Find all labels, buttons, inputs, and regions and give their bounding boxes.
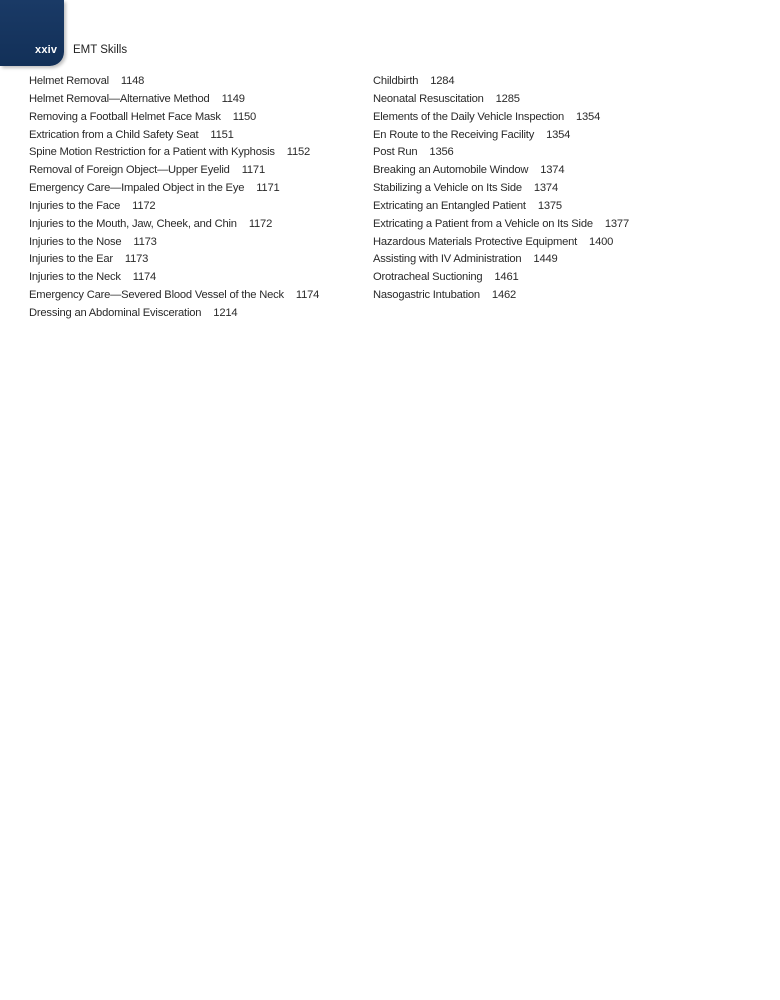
skill-title: Emergency Care—Severed Blood Vessel of the Neck	[29, 289, 284, 302]
skill-entry	[373, 144, 629, 162]
skill-title: En Route to the Receiving Facility	[373, 128, 535, 141]
skill-page-number: 1173	[124, 253, 149, 266]
skill-page-number: 1356	[429, 146, 454, 159]
skill-entry	[29, 251, 319, 269]
skill-entry	[29, 109, 319, 127]
skill-title: Elements of the Daily Vehicle Inspection	[373, 110, 564, 123]
skill-page-number: 1171	[256, 182, 280, 195]
skill-page-number: 1284	[430, 75, 455, 87]
skill-title: Neonatal Resuscitation	[373, 92, 484, 105]
skill-entry	[373, 180, 629, 198]
skill-page-number: 1174	[132, 271, 157, 284]
skill-page-number: 1152	[286, 146, 311, 159]
skill-page-number: 1285	[495, 92, 520, 105]
skill-title: Childbirth	[373, 75, 419, 87]
skills-list-right-column	[373, 73, 629, 305]
skill-entry	[373, 251, 629, 269]
skill-entry	[373, 234, 629, 252]
skill-title: Injuries to the Mouth, Jaw, Cheek, and Chin	[29, 217, 237, 230]
skill-title: Emergency Care—Impaled Object in the Eye	[29, 182, 245, 195]
skill-entry	[373, 269, 629, 287]
page-number: xxiv	[35, 44, 58, 56]
skill-entry	[29, 144, 319, 162]
skill-title: Removing a Football Helmet Face Mask	[29, 110, 221, 123]
running-head-title: EMT Skills	[73, 44, 128, 56]
skill-page-number: 1400	[589, 235, 614, 248]
skill-entry	[29, 162, 319, 180]
skill-title: Hazardous Materials Protective Equipment	[373, 235, 578, 248]
skill-entry	[373, 216, 629, 234]
skill-page-number: 1148	[120, 75, 145, 87]
skill-title: Injuries to the Neck	[29, 271, 121, 284]
skill-page-number: 1377	[604, 217, 629, 230]
skill-title: Assisting with IV Administration	[373, 253, 522, 266]
skill-entry	[29, 180, 319, 198]
skill-entry	[373, 109, 629, 127]
skill-page-number: 1375	[537, 199, 562, 212]
skill-page-number: 1172	[132, 199, 156, 212]
skill-entry	[29, 269, 319, 287]
skill-page-number: 1461	[494, 271, 519, 284]
skill-page-number: 1149	[221, 92, 245, 105]
skill-page-number: 1462	[491, 289, 517, 302]
page-number-tab	[0, 0, 64, 66]
skill-title: Nasogastric Intubation	[373, 289, 480, 302]
skill-page-number: 1172	[248, 217, 273, 230]
skill-page-number: 1354	[576, 110, 601, 123]
skill-title: Orotracheal Suctioning	[373, 271, 483, 284]
skill-entry	[373, 162, 629, 180]
skill-page-number: 1151	[210, 128, 234, 141]
skill-title: Injuries to the Face	[29, 199, 121, 212]
skill-entry	[373, 198, 629, 216]
skill-entry	[29, 73, 319, 91]
skill-page-number: 1374	[540, 164, 565, 177]
skill-title: Helmet Removal—Alternative Method	[29, 92, 210, 105]
skill-title: Dressing an Abdominal Evisceration	[29, 306, 202, 319]
skill-page-number: 1354	[546, 128, 571, 141]
skill-entry	[29, 216, 319, 234]
skill-title: Spine Motion Restriction for a Patient with Kyphosis	[29, 146, 275, 159]
skill-entry	[29, 91, 319, 109]
skill-entry	[373, 91, 629, 109]
skill-entry	[29, 234, 319, 252]
skill-title: Post Run	[373, 146, 418, 159]
skill-title: Removal of Foreign Object—Upper Eyelid	[29, 164, 230, 177]
skill-page-number: 1174	[295, 289, 320, 302]
skill-entry	[373, 127, 629, 145]
skill-page-number: 1171	[241, 164, 265, 177]
skill-page-number: 1214	[213, 306, 238, 319]
skill-title: Breaking an Automobile Window	[373, 164, 529, 177]
skill-title: Stabilizing a Vehicle on Its Side	[373, 182, 522, 195]
skill-title: Injuries to the Nose	[29, 235, 122, 248]
skill-entry	[373, 73, 629, 91]
skill-title: Extricating an Entangled Patient	[373, 199, 526, 212]
skill-entry	[29, 198, 319, 216]
skill-title: Injuries to the Ear	[29, 253, 113, 266]
skill-page-number: 1173	[133, 235, 157, 248]
skill-entry	[29, 287, 319, 305]
skill-entry	[29, 305, 319, 323]
skill-entry	[29, 127, 319, 145]
skill-entry	[373, 287, 629, 305]
skill-title: Helmet Removal	[29, 75, 109, 87]
skills-list-left-column	[29, 73, 319, 323]
skill-page-number: 1150	[232, 110, 257, 123]
skill-title: Extrication from a Child Safety Seat	[29, 128, 199, 141]
skill-title: Extricating a Patient from a Vehicle on Its Side	[373, 217, 593, 230]
skill-page-number: 1374	[533, 182, 558, 195]
skill-page-number: 1449	[533, 253, 558, 266]
